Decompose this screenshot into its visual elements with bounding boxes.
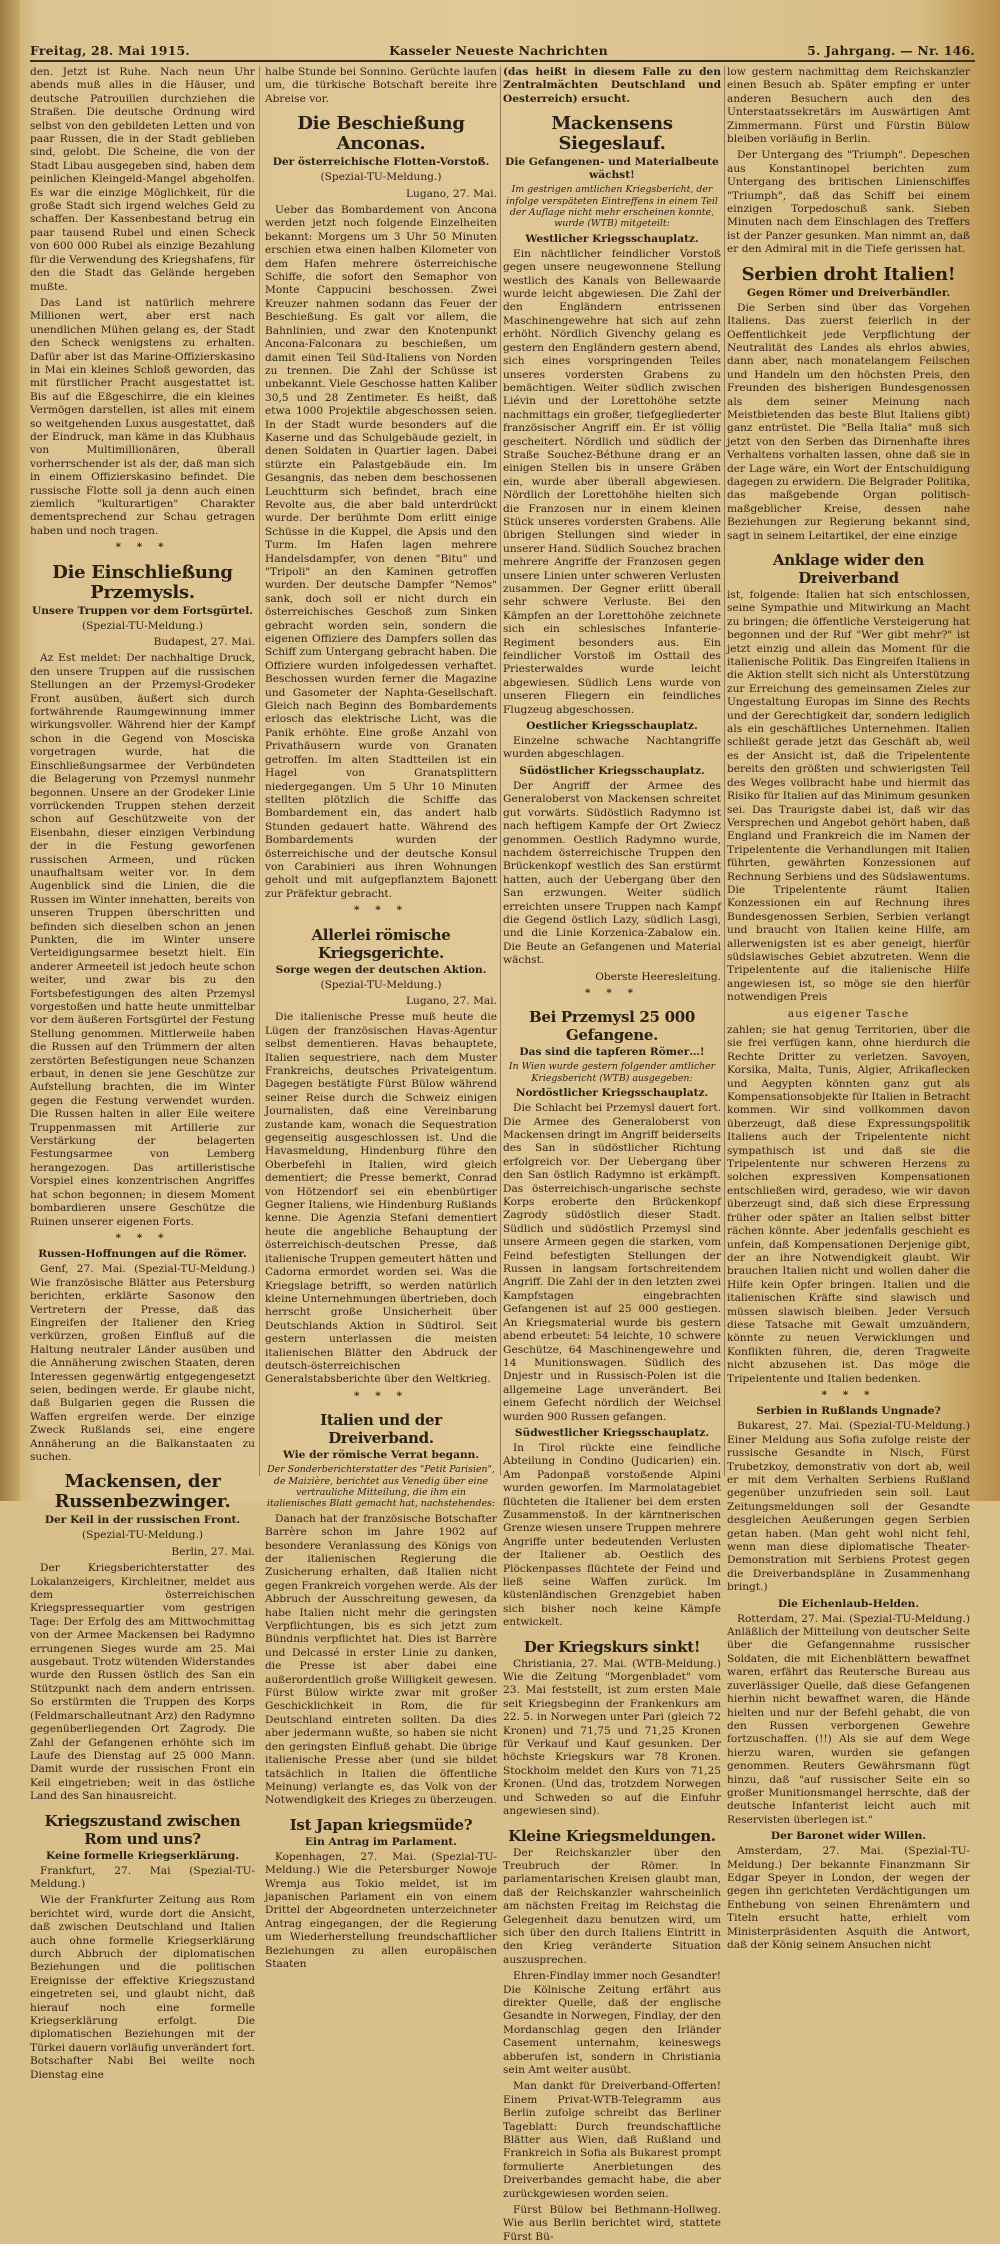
headline-hoffnungen: Russen-Hoffnungen auf die Römer. [38, 1248, 247, 1261]
headline-japan: Ist Japan kriegsmüde? [289, 1815, 473, 1834]
article-paragraph: Ehren-Findlay immer noch Gesandter! Die Kölnische Zeitung erfährt aus direkter Quelle, daß der englische Gesandte in Norwegen, Findlay, der den Mordanschlag gegen den Irländer Casement unternahm, keineswegs abberufen ist, sondern in Christiania sein Amt weiter ausübt. [503, 1970, 721, 2076]
article-paragraph: Das Land ist natürlich mehrere Millionen wert, aber erst nach unendlichen Mühen gelang es, der Stadt den Scheck wenigstens zu erhalten. Dafür aber ist das Marine-Offizierskasino in Mai ein kleines Schloß geworden, das mit fürstlicher Pracht ausgestattet ist. Bis auf die Eßgeschirre, die ein kleines Vermögen darstellen, ist alles mit einem so weitgehenden Luxus ausgestattet, daß der Eindruck, man käme in das Klubhaus von Multimillionären, überall vorherrschender ist als der, daß man sich in einem Offizierskasino befindet. Die russische Flotte soll ja denn auch einen ziemlich "kulturartigen" Charakter dementsprechend zur Schau getragen haben und noch tragen. [30, 296, 255, 537]
column-divider [259, 66, 260, 1476]
article-paragraph: Amsterdam, 27. Mai. (Spezial-TU-Meldung.) Der bekannte Finanzmann Sir Edgar Speyer in London, der wegen der gegen ihn gerichteten Verdächtigungen um Enthebung von seinen Ehrenämtern und Titeln ersucht hatte, erhielt vom Ministerpräsidenten Asquith die Antwort, daß der König seinem Ansuchen nicht [727, 1845, 970, 1951]
column-3 [503, 66, 721, 2243]
article-paragraph: Der Angriff der Armee des Generaloberst von Mackensen schreitet gut vorwärts. Südöstlich Radymno ist nach heftigem Kampfe der Ort Zwiecz genommen. Oestlich Radymno wurde, nachdem österreichische Truppen den Brückenkopf westlich des San erstürmt hatten, auch der Uebergang über den San erzwungen. Weiter südlich erreichten unsere Truppen nach Kampf die Gegend östlich Lazy, südlich Lasgi, und die Linie Korzenica-Zabalow ein. Die Beute an Gefangenen und Material wächst. [503, 779, 721, 967]
dateline: Lugano, 27. Mai. [405, 994, 497, 1007]
headline-ancona: Die Beschießung Anconas. [297, 113, 465, 155]
article-paragraph: Az Est meldet: Der nachhaltige Druck, den unsere Truppen auf die russischen Stellungen an der Przemysl-Grodeker Front ausüben, äußert sich durch fortwährende Raumgewinnung immer wirkungsvoller. Während hier der Kampf schon in die Gegend von Mosciska vorgetragen wurde, hat die Einschließungsarmee der Verbündeten die Belagerung von Przemysl nunmehr begonnen. Unsere an der Grodeker Linie vorrückenden Truppen stehen derzeit schon auf Geschützweite von der Eisenbahn, dieser einzigen Verbindung der in die Festung geworfenen russischen Armeen, und rücken unaufhaltsam weiter vor. In dem Augenblick sind die Linien, die die Russen im Winter innehatten, bereits von unseren Truppen überschritten und befinden sich dieselben schon an jenen Punkten, die im Winter unsere Verteidigungsarmee besetzt hielt. Ein anderer Armeeteil ist jedoch heute schon weiter, und zwar bis zu den Fortsbefestigungen des alten Przemysl vorgestoßen und hatte heute unmittelbar vor dem äußeren Fortsgürtel der Festung Stellung genommen. Mittlerweile haben die Russen auf den Trümmern der alten zerstörten Befestigungen neue Schanzen erbaut, in denen sie jene Geschütze zur Aufstellung brachten, die im Winter gegen die Festung verwendet wurden. Die Russen halten in aller Eile weitere Truppenmassen mit Artillerie zur Verstärkung der belagerten Festungsarmee von Lemberg herangezogen. Das artilleristische Vorspiel eines konzentrischen Angriffes hat schon begonnen; in diesem Moment bombardieren unsere Geschütze die Ruinen unserer eigenen Forts. [30, 652, 255, 1228]
column-4 [727, 66, 970, 1951]
subheadline: Der Keil in der russischen Front. [44, 1514, 241, 1527]
agency-line: (Spezial-TU-Meldung.) [82, 619, 203, 632]
intro-note: Der Sonderberichterstatter des "Petit Parisien", de Maizière, berichtet aus Venedig über eine vertrauliche Mitteilung, die ihm ein italienisches Blatt gemacht hat, nachstehendes: [267, 1464, 495, 1510]
headline-przemysl: Die Einschließung Przemysls. [52, 561, 233, 603]
subheadline: Das sind die tapferen Römer…! [519, 1046, 705, 1059]
article-paragraph: halbe Stunde bei Sonnino. Gerüchte laufen um, die türkische Botschaft bereite ihre Abreise vor. [265, 66, 497, 105]
section-heading: Südwestlicher Kriegsschauplatz. [514, 1426, 710, 1439]
section-separator: * * * [821, 1388, 876, 1401]
dateline: Budapest, 27. Mai. [153, 636, 255, 649]
section-separator: * * * [115, 1231, 170, 1244]
section-heading: Westlicher Kriegsschauplatz. [525, 232, 699, 245]
article-paragraph: Man dankt für Dreiverband-Offerten! Einem Privat-WTB-Telegramm aus Berlin zufolge schreibt das Berliner Tageblatt: Durch freundschaftliche Blätter aus Wien, daß Rußland und Frankreich in Sofia als Bukarest prompt formulierte Anerbietungen des Dreiverbandes gemacht habe, die aber zurückgewiesen worden seien. [503, 2080, 721, 2200]
section-separator: * * * [585, 986, 639, 999]
agency-line: (Spezial-TU-Meldung.) [320, 171, 442, 184]
article-paragraph: low gestern nachmittag dem Reichskanzler einen Besuch ab. Später empfing er unter anderen Besuchern auch den des Unterstaatssekretärs im Auswärtigen Amt Zimmermann. Fürst und Fürstin Bülow bleiben vorläufig in Berlin. [727, 66, 970, 146]
article-paragraph: Fürst Bülow bei Bethmann-Hollweg. Wie aus Berlin berichtet wird, stattete Fürst Bü- [503, 2204, 721, 2243]
dateline: Lugano, 27. Mai. [405, 187, 497, 200]
dateline: Berlin, 27. Mai. [171, 1545, 255, 1558]
agency-line: (Spezial-TU-Meldung.) [320, 978, 442, 991]
headline-italien: Italien und der Dreiverband. [320, 1411, 442, 1448]
column-2 [265, 66, 497, 1970]
article-paragraph: Kopenhagen, 27. Mai. (Spezial-TU-Meldung.) Wie die Petersburger Nowoje Wremja aus Tokio meldet, ist im japanischen Parlament ein von einem Drittel der Abgeordneten unterzeichneter Antrag eingegangen, der die Regierung um Wiederherstellung freundschaftlicher Beziehungen zu allen europäischen Staaten [265, 1850, 497, 1970]
article-paragraph: Danach hat der französische Botschafter Barrère schon im Jahre 1902 auf besondere Veranlassung des Königs von der italienischen Regierung die Zusicherung erhalten, daß Italien nicht gegen Frankreich vorgehen werde. Als der Abbruch der Ausschreitung gewesen, da habe Italien nicht mehr die geringsten Verpflichtungen, bis es sich jetzt zum Bündnis verpflichtet hat. Dies ist Barrère und Delcassé in erster Linie zu danken, die Presse ist aber dabei eine außerordentlich große Willigkeit gewesen. Fürst Bülow wirkte zwar mit großer Geschicklichkeit in Rom, die für Deutschland eintreten sollten. Da dies aber jedermann wußte, so haben sie nicht den geringsten Einfluß gehabt. Die übrige italienische Presse aber (und sie bildet tatsächlich in Italien die öffentliche Meinung) verlangte es, das Volk von der Notwendigkeit des Krieges zu überzeugen. [265, 1512, 497, 1807]
article-paragraph: ist, folgende: Italien hat sich entschlossen, seine Sympathie und Mitwirkung an Macht zu bringen; die öffentliche Versteigerung hat begonnen und der Ruf "Wer gibt mehr?" ist jetzt einzig und allein das Moment für die italienische Politik. Das Eingreifen Italiens in die Aktion stellt sich nicht als Unterstützung zur Erreichung des gemeinsamen Zieles zur Ungestaltung Europas im Sinne des Rechts und der Gerechtigkeit dar, sondern lediglich als ein geschäftliches Unternehmen. Italien schließt gerade jetzt das Geschäft ab, weil es der Ansicht ist, daß die Tripelentente bereits den größten und schwierigsten Teil des Weges vollbracht habe und hiermit das Risiko für Italien auf das Minimum gesunken sei. Das Traurigste dabei ist, daß wir das Versprechen und Angebot gehört haben, daß England und Frankreich die im Namen der Tripelentente die Verhandlungen mit Italien führten, gewährten Konzessionen auf Rechnung Serbiens und des Südslawentums. Die Tripelentente räumt Italien Konzessionen ein auf Rechnung ihres Bundesgenossen Serbien, Serbien verlangt und braucht von Italien keine Hilfe, am allerwenigsten ist es aber geneigt, hierfür südslawisches Gebiet abzutreten. Wenn die Tripelentente auf die italienische Hilfe angewiesen ist, so möge sie den hierfür notwendigen Preis [727, 589, 970, 1004]
headline-kriegskurs: Der Kriegskurs sinkt! [523, 1637, 701, 1656]
article-paragraph: Der Reichskanzler über den Treubruch der Römer. In parlamentarischen Kreisen glaubt man, daß der Reichskanzler wahrscheinlich am nächsten Freitag im Reichstag die Gelegenheit dazu benutzen wird, um sich über den durch Italiens Eintritt in den Krieg veränderte Situation auszusprechen. [503, 1846, 721, 1966]
intro-note: In Wien wurde gestern folgender amtlicher Kriegsbericht (WTB) ausgegeben: [508, 1061, 716, 1084]
section-heading: Südöstlicher Kriegsschauplatz. [519, 764, 705, 777]
agency-line: (Spezial-TU-Meldung.) [82, 1529, 203, 1542]
article-paragraph: Die italienische Presse muß heute die Lügen der französischen Havas-Agentur selbst dementieren. Havas behauptete, Italien sequestriere, nach dem Muster Frankreichs, deutsches Privateigentum. Dagegen bestätigte Fürst Bülow während seiner Reise durch die Schweiz einigen Journalisten, daß eine Vereinbarung zustande kam, wonach die Sequestration gegenseitig ausgeschlossen ist. Und die Havasmeldung, Hindenburg führe den Oberbefehl in Italien, wird gleich dementiert; die Presse bemerkt, Conrad von Hötzendorf sei ein ebenbürtiger Gegner Italiens, wie Hindenburg Rußlands kenne. Die Agenzia Stefani dementiert heute die angebliche Behauptung der österreichisch-deutschen Presse, daß italienische Truppen gemeutert hätten und Cadorna ermordet worden sei. Was die Kriegslage betrifft, so werden natürlich kleine Unternehmungen übertrieben, doch herrscht große Unsicherheit über Deutschlands Aktion in Südtirol. Seit gestern unterlassen die meisten italienischen Blätter den Abdruck der deutsch-österreichischen Generalstabsberichte über den Weltkrieg. [265, 1011, 497, 1386]
article-paragraph: Die Schlacht bei Przemysl dauert fort. Die Armee des Generaloberst von Mackensen dringt im Angriff beiderseits des San in südöstlicher Richtung erfolgreich vor. Der Uebergang über den San östlich Radymno ist erkämpft. Das österreichisch-ungarische sechste Korps eroberte den Brückenkopf Zagrody südöstlich dieser Stadt. Südlich und südöstlich Przemysl sind unsere Armeen gegen die starken, vom Feind befestigten Stellungen der Russen in langsam fortschreitendem Angriff. Die Zahl der in den letzten zwei Kampfstagen eingebrachten Gefangenen ist auf 25 000 gestiegen. An Kriegsmaterial wurde bis gestern abend erbeutet: 54 leichte, 10 schwere Geschütze, 64 Maschinengewehre und 14 Munitionswagen. Südlich des Dnjestr und in Russisch-Polen ist die allgemeine Lage unverändert. Bei einem Gefecht nördlich der Weichsel wurden 900 Russen gefangen. [503, 1102, 721, 1423]
article-paragraph: Genf, 27. Mai. (Spezial-TU-Meldung.) Wie französische Blätter aus Petersburg berichten, erklärte Sasonow den Vertretern der Presse, daß das Eingreifen der Italiener den Krieg verkürzen, großen Einfluß auf die Haltung neutraler Länder ausüben und die Annäherung zwischen Staaten, deren Interessen gegenwärtig entgegengesetzt seien, bedingen werde. Er glaube nicht, daß Bulgarien gegen die Russen die Waffen ergreifen werde. Der einzige Zweck Rußlands sei, eine engere Annäherung an die Balkanstaaten zu suchen. [30, 1263, 255, 1463]
subheadline: Keine formelle Kriegserklärung. [45, 1849, 240, 1862]
masthead-date: Freitag, 28. Mai 1915. [30, 42, 190, 58]
masthead-title: Kasseler Neueste Nachrichten [389, 42, 608, 58]
subheadline: Die Gefangenen- und Materialbeute wächst! [505, 156, 719, 182]
section-heading: Oestlicher Kriegsschauplatz. [526, 720, 698, 733]
article-paragraph: In Tirol rückte eine feindliche Abteilung in Condino (Judicarien) ein. Am Padonpaß vorstoßende Alpini wurden geworfen. Im Marmolatagebiet flüchteten die Italiener bei dem ersten Zusammenstoß. In der kärntnerischen Grenze wiesen unsere Truppen mehrere Angriffe unter bedeutenden Verlusten der Italiener ab. Oestlich des Plöckenpasses flüchtete der Feind und ließ seine Waffen zurück. Im küstenländischen Grenzgebiet haben sich bisher noch keine Kämpfe entwickelt. [503, 1441, 721, 1629]
headline-kleine: Kleine Kriegsmeldungen. [508, 1826, 716, 1845]
headline-siegeslauf: Mackensens Siegeslauf. [551, 113, 673, 155]
masthead-issue: 5. Jahrgang. — Nr. 146. [807, 42, 975, 58]
section-separator: * * * [354, 1389, 408, 1402]
intro-note: Im gestrigen amtlichen Kriegsbericht, der infolge verspäteten Eintreffens in einem Teil der Auflage nicht mehr erscheinen konnte, wurde (WTB) mitgeteilt: [506, 184, 718, 230]
section-separator: * * * [354, 904, 408, 917]
headline-allerlei: Allerlei römische Kriegsgerichte. [311, 925, 451, 962]
section-separator: * * * [115, 541, 170, 554]
subheadline: Ein Antrag im Parlament. [304, 1835, 458, 1848]
headline-baronet: Der Baronet wider Willen. [770, 1830, 927, 1843]
section-heading: Nordöstlicher Kriegsschauplatz. [515, 1087, 709, 1100]
subheadline: Unsere Truppen vor dem Fortsgürtel. [31, 604, 253, 617]
article-paragraph: Bukarest, 27. Mai. (Spezial-TU-Meldung.) Einer Meldung aus Sofia zufolge reiste der russische Gesandte in Nisch, Fürst Trubetzkoy, demonstrativ von dort ab, weil er mit dem Verhalten Serbiens Rußland gegenüber unzufrieden sein soll. Laut Zeitungsmeldungen soll der Gesandte desgleichen Aeußerungen gegen Serbien getan haben. (Man geht wohl nicht fehl, wenn man diese diplomatische Theater-Demonstration mit Serbiens Protest gegen die Dreiverbandspläne in Zusammenhang bringt.) [727, 1420, 970, 1594]
article-paragraph: Der Kriegsberichterstatter des Lokalanzeigers, Kirchleitner, meldet aus dem österreichischen Kriegspressequartier vom gestrigen Tage: Der Erfolg des am Mittwochmittag von der Armee Mackensen bei Radymno errungenen Sieges wurde am 25. Mai ausgebaut. Trotz wütenden Widerstandes wurde den Russen östlich des San ein Stützpunkt nach dem andern entrissen. So erstürmten die Truppen des Korps (Feldmarschalleutnant Arz) den Radymno gegenüberliegenden Ort Zagrody. Die Zahl der Gefangenen erhöhte sich im Laufe des Dienstag auf 25 000 Mann. Damit wurde der russischen Front ein Keil eingetrieben; weit in das östliche Land des San hinausreicht. [30, 1562, 255, 1803]
headline-serbien: Serbien droht Italien! [741, 263, 956, 285]
spaced-subheading: aus eigener Tasche [787, 1007, 910, 1020]
headline-serbien-ungnade: Serbien in Rußlands Ungnade? [756, 1405, 941, 1418]
masthead [30, 40, 975, 62]
column-divider [500, 66, 501, 1476]
article-paragraph: Rotterdam, 27. Mai. (Spezial-TU-Meldung.) Anläßlich der Mitteilung von deutscher Seite über die Gefangennahme russischer Soldaten, die mit Eichenblättern bewaffnet waren, erfährt das Reutersche Bureau aus zuverlässiger Quelle, daß diese Gefangenen hierhin nicht bewaffnet waren, die Hände hielten und nur der Befehl gehabt, die von den Russen verborgenen Gewehre fortzuschaffen. (!!) Als sie auf dem Wege hierzu waren, wurden sie gefangen genommen. Reuters Gewährsmann fügt hinzu, daß "auf russischer Seite ein so großer Munitionsmangel herrschte, daß der deutsche Infanterist leicht auch mit Reservisten überlegen ist." [727, 1612, 970, 1826]
headline-gefangene: Bei Przemysl 25 000 Gefangene. [528, 1008, 696, 1045]
dateline: Frankfurt, 27. Mai (Spezial-TU-Meldung.) [30, 1864, 255, 1890]
headline-kriegszustand: Kriegszustand zwischen Rom und uns? [44, 1811, 241, 1848]
article-paragraph: Die Serben sind über das Vorgehen Italiens. Das zuerst feierlich in der Oeffentlichkeit jede Verpflichtung der Neutralität des Landes als ehrlos abwies, dann aber, nach monatelangem Feilschen und Handeln um den höchsten Preis, den Freunden des bisherigen Bundesgenossen als dem seiner Meinung nach Meistbietenden das beste Blut Italiens gibt) ganz entrüstet. Die "Bella Italia" muß sich jetzt von den Serben das Dirnenhafte ihres Verhaltens vorhalten lassen, ohne daß sie in der Lage wäre, ein Wort der Entschuldigung dagegen zu erwidern. Die Belgrader Politika, das maßgebende Organ politisch-maßgeblicher Kreise, dessen nahe Beziehungen zur Regierung bekannt sind, sagt in seinem Leitartikel, der eine einzige [727, 301, 970, 542]
article-paragraph: Ueber das Bombardement von Ancona werden jetzt noch folgende Einzelheiten bekannt: Morgens um 3 Uhr 50 Minuten erschien etwa einen halben Kilometer von dem Hafen mehrere österreichische Schiffe, die sofort den Semaphor von Monte Cappucini beschossen. Zwei Kreuzer nahmen sodann das Feuer der Beschießung. Es galt vor allem, die Bahnlinien, und zwar den Knotenpunkt Ancona-Falconara zu beschießen, um damit einen Teil Süd-Italiens von Norden zu trennen. Die Zahl der Schüsse ist unbekannt. Viele Geschosse hatten Kaliber 30,5 und 28 Zentimeter. Es heißt, daß etwa 1000 Projektile abgeschossen seien. In der Stadt wurde besonders auf die Kaserne und das Schulgebäude gezielt, in denen Soldaten in Quartier lagen. Dabei stürzte ein Palastgebäude ein. Im Gesangnis, das neben dem beschossenen Leuchtturm sich befindet, brach eine Revolte aus, die aber bald unterdrückt wurde. Der berühmte Dom erlitt einige Schüsse in die Kuppel, die Apsis und den Turm. Im Hafen lagen mehrere Handelsdampfer, von denen "Bitu" und "Tripoli" an den Kaminen getroffen wurden. Der deutsche Dampfer "Nemos" sank, doch soll er nicht durch ein österreichisches Geschoß zum Sinken gebracht worden sein, sondern die eigenen Offiziere des Dampfers sollen das Schiff zum Untergang gebracht haben. Die Offiziere wurden infolgedessen verhaftet. Beschossen wurden ferner die Magazine und Gasometer der Naphta-Gesellschaft. Gleich nach Beginn des Bombardements erlosch das elektrische Licht, was die Panik erhöhte. Eine große Anzahl von Privathäusern wurde von Granaten getroffen. Im alten Stadtteilen ist ein Hagel von Granatsplittern niedergegangen. Um 5 Uhr 10 Minuten stellten plötzlich die Schiffe das Bombardement ein, das andert halb Stunden gedauert hatte. Während des Bombardements wurden der österreichische und der deutsche Konsul von Carabinieri aus ihren Wohnungen geholt und mit aufgepflanztem Bajonett zur Präfektur gebracht. [265, 204, 497, 900]
page-binding-edge [0, 0, 20, 1501]
subheadline: Der österreichische Flotten-Vorstoß. [272, 156, 490, 169]
article-paragraph: den. Jetzt ist Ruhe. Nach neun Uhr abends muß alles in die Häuser, und deutsche Patrouillen durchziehen die Straßen. Die deutsche Ordnung wird selbst von den gebildeten Letten und von paar Russen, die in der Stadt geblieben sind, gelobt. Die Scheine, die von der Stadt Libau ausgegeben sind, haben dem peinlichen Kleingeld-Mangel abgeholfen. Es war die einzige Möglichkeit, für die große Stadt sich irgend welches Geld zu schaffen. Der Kassenbestand betrug ein paar tausend Rubel und einen Scheck von 600 000 Rubel als einzige Bezahlung für die Verwendung des Kriegshafens, für den die Stadt das Gelände hergeben mußte. [30, 66, 255, 293]
subheadline: Gegen Römer und Dreiverbändler. [746, 286, 951, 299]
article-paragraph: Ein nächtlicher feindlicher Vorstoß gegen unsere neugewonnene Stellung westlich des Kanals von Bellewaarde wurde leicht abgewiesen. Die Zahl der den Engländern entrissenen Maschinengewehre hat sich auf zehn erhöht. Nördlich Givenchy gelang es gestern den Engländern gestern abend, sich eines vorspringenden Teiles unseres vordersten Grabens zu bemächtigen. Weiter südlich zwischen Liévin und der Lorettohöhe setzte nachmittags ein großer, tiefgegliederter französischer Angriff ein. Er ist völlig gescheitert. Nördlich und südlich der Straße Souchez-Béthune drang er an einigen Stellen bis in unsere Gräben ein, wurde aber überall abgewiesen. Nördlich der Lorettohöhe hielten sich die Franzosen nur in einem kleinen Stück unseres vordersten Grabens. Alle übrigen Stellungen sind wieder in unserer Hand. Südlich Souchez brachen mehrere Angriffe der Franzosen gegen unsere Linien unter schweren Verlusten zusammen. Der Gegner erlitt überall sehr schwere Verluste. Bei den Kämpfen an der Lorettohöhe zeichnete sich ein schlesisches Infanterie-Regiment besonders aus. Ein feindlicher Vorstoß im Osttail des Priesterwaldes wurde leicht abgewiesen. Südlich Lens wurde von unseren Fliegern ein feindliches Flugzeug abgeschossen. [503, 247, 721, 716]
article-paragraph: Der Untergang des "Triumph". Depeschen aus Konstantinopel berichten zum Untergang des britischen Linienschiffes "Triumph", daß das Schiff bei einem einzigen Torpedoschuß sank. Sieben Minuten nach dem Einschlagen des Treffers ist der Panzer gesunken. Man nimmt an, daß er den Admiral mit in die Tiefe gerissen hat. [727, 149, 970, 256]
headline-eichenlaub: Die Eichenlaub-Helden. [777, 1597, 920, 1610]
signature: Oberste Heeresleitung. [595, 970, 721, 983]
headline-mackensen: Mackensen, der Russenbezwinger. [54, 1471, 231, 1513]
article-paragraph: Wie der Frankfurter Zeitung aus Rom berichtet wird, wurde dort die Ansicht, daß zwischen Deutschland und Italien auch ohne formelle Kriegserklärung durch Abbruch der diplomatischen Beziehungen und die politischen Ereignisse der effektive Kriegszustand eingetreten sei, und glaubt nicht, daß hierauf noch eine formelle Kriegserklärung erfolgt. Die diplomatischen Beziehungen mit der Türkei dauern vorläufig unverändert fort. Botschafter Nabi Bei weilte noch Dienstag eine [30, 1894, 255, 2081]
article-paragraph: Einzelne schwache Nachtangriffe wurden abgeschlagen. [503, 735, 721, 761]
article-paragraph: zahlen; sie hat genug Territorien, über die sie frei verfügen kann, ohne hierdurch die Rechte Dritter zu verletzen. Savoyen, Korsika, Malta, Tunis, Algier, Afrikaflecken und Aegypten könnten ganz gut als Kompensationsobjekte für Italien in Betracht kommen. Wir sind vollkommen davon überzeugt, daß diese Expressungspolitik Italiens auch der Tripelentente nicht sympathisch ist und daß sie die Tripelentente nur schweren Herzens zu solchen expressiven Kompensationen entschließen wird, geradeso, wie wir davon überzeugt sind, daß sich diese Erpressung früher oder später an Italien selbst bitter rächen könnte. Aber jedenfalls geschieht es unfein, daß Kompensationen Derjenige gibt, der an ihre Notwendigkeit glaubt. Wir brauchen Italien nicht und wollen daher die Hilfe kein Opfer bringen. Italien und die italienischen Kräfte sind slawisch und müssen slawisch bleiben. Jeder Versuch diese Tatsache mit Gewalt umzuändern, könnte zu neuen Verwicklungen und Konflikten führen, die, deren Tragweite nicht abzusehen ist. Das möge die Tripelentente und Italien bedenken. [727, 1024, 970, 1385]
article-paragraph: (das heißt in diesem Falle zu den Zentralmächten Deutschland und Oesterreich) ersucht. [503, 66, 721, 105]
column-1 [30, 66, 255, 2081]
subheadline: Sorge wegen der deutschen Aktion. [275, 963, 487, 976]
headline-anklage: Anklage wider den Dreiverband [772, 551, 925, 587]
article-paragraph: Christiania, 27. Mai. (WTB-Meldung.) Wie die Zeitung "Morgenbladet" vom 23. Mai feststellt, ist zum ersten Male seit Kriegsbeginn der Frankenkurs am 22. 5. in Norwegen unter Pari (gleich 72 Kronen) und 71,75 und 71,25 Kronen für Verkauf und Kauf gesunken. Der höchste Kriegskurs war 78 Kronen. Stockholm meldet den Kurs von 71,25 Kronen. (Und das, trotzdem Norwegen und Schweden so auf die Einfuhr angewiesen sind). [503, 1657, 721, 1818]
subheadline: Wie der römische Verrat begann. [282, 1449, 480, 1462]
column-divider [724, 66, 725, 1476]
